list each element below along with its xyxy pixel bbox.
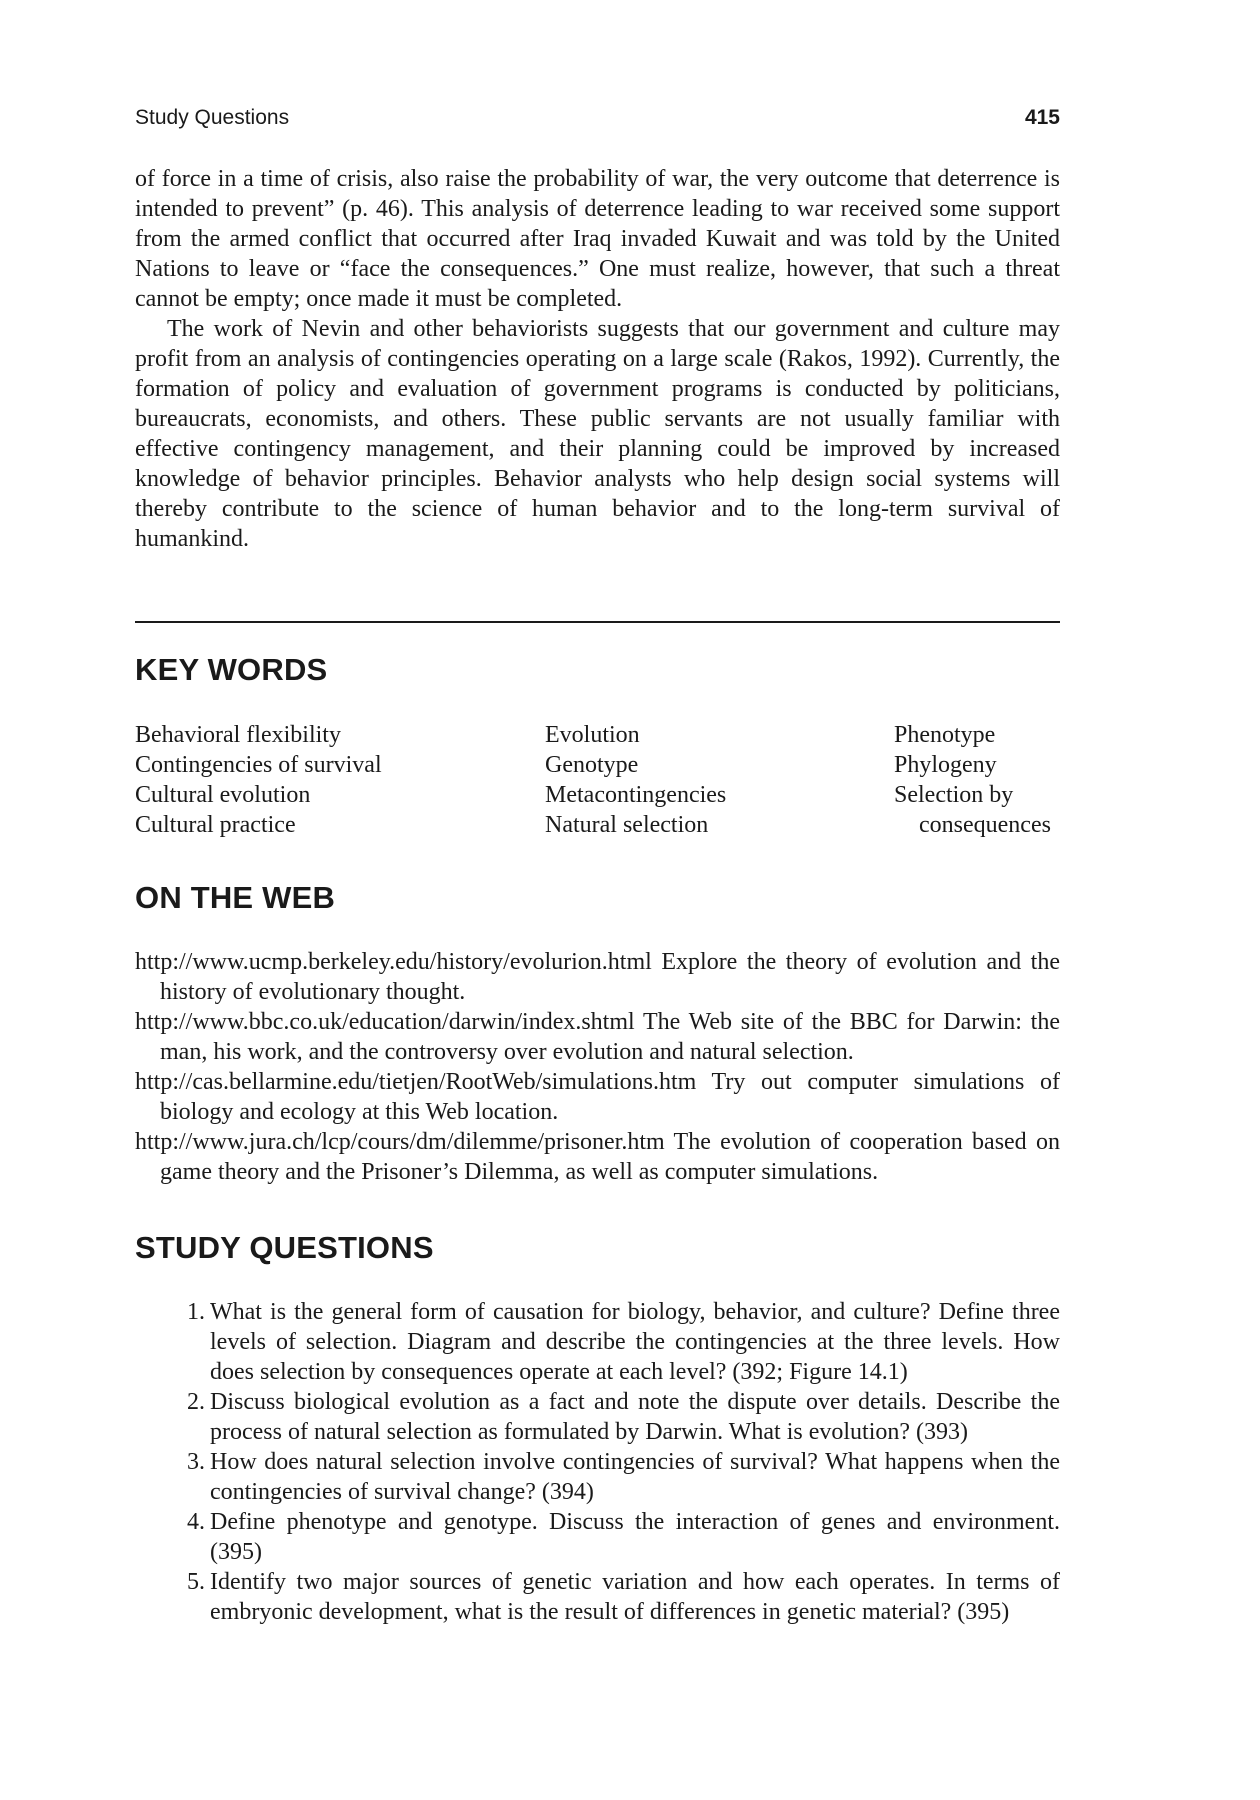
question-number: 2. [187, 1389, 205, 1415]
question-number: 3. [187, 1449, 205, 1475]
section-divider [135, 621, 1060, 623]
study-question [135, 1567, 1060, 1627]
key-word: Cultural practice [135, 812, 296, 838]
running-head [135, 106, 1060, 136]
paragraph: of force in a time of crisis, also raise the probability of war, the very outcome that deterrence is intended to prevent” (p. 46). This analysis of deterrence leading to war received some support from the armed conflict that occurred after Iraq invaded Kuwait and was told by the United Nations to leave or “face the consequences.” One must realize, however, that such a threat cannot be empty; once made it must be completed. [135, 166, 1060, 312]
on-the-web-heading: ON THE WEB [135, 880, 336, 915]
key-words-column-1 [135, 720, 382, 840]
web-link-entry: http://www.jura.ch/lcp/cours/dm/dilemme/prisoner.htm The evolution of cooperation based on game theory and the Prisoner’s Dilemma, as well as computer simulations. [135, 1129, 1060, 1185]
question-number: 4. [187, 1509, 205, 1535]
question-text: Discuss biological evolution as a fact and note the dispute over details. Describe the process of natural selection as formulated by Darwin. What is evolution? (393) [210, 1389, 1060, 1445]
key-word: Evolution [545, 722, 640, 748]
key-words-heading: KEY WORDS [135, 652, 328, 687]
key-word: Cultural evolution [135, 782, 311, 808]
question-text: How does natural selection involve contingencies of survival? What happens when the contingencies of survival change? (394) [210, 1449, 1060, 1505]
key-word: Metacontingencies [545, 782, 727, 808]
running-head-section: Study Questions [135, 106, 290, 129]
key-word: Phenotype [894, 722, 996, 748]
web-link-entry: http://cas.bellarmine.edu/tietjen/RootWeb/simulations.htm Try out computer simulations of biology and ecology at this Web location. [135, 1069, 1060, 1125]
key-word: Contingencies of survival [135, 752, 382, 778]
key-word: Behavioral flexibility [135, 722, 341, 748]
question-text: Define phenotype and genotype. Discuss the interaction of genes and environment. (395) [210, 1509, 1060, 1565]
key-word: Genotype [545, 752, 639, 778]
key-word: Natural selection [545, 812, 709, 838]
study-question [135, 1447, 1060, 1507]
question-text: Identify two major sources of genetic variation and how each operates. In terms of embryonic development, what is the result of differences in genetic material? (395) [210, 1569, 1060, 1625]
key-word-continuation: consequences [919, 812, 1051, 838]
web-link-entry: http://www.ucmp.berkeley.edu/history/evolurion.html Explore the theory of evolution and the history of evolutionary thought. [135, 949, 1060, 1005]
study-question [135, 1507, 1060, 1567]
question-number: 1. [187, 1299, 205, 1325]
body-text [135, 164, 1060, 554]
key-words-column-3 [894, 720, 1051, 840]
study-questions-list [135, 1297, 1060, 1627]
key-word: Selection by [894, 782, 1014, 808]
key-words-column-2 [545, 720, 726, 840]
paragraph: The work of Nevin and other behaviorists suggests that our government and culture may profit from an analysis of contingencies operating on a large scale (Rakos, 1992). Currently, the formation of policy and evaluation of government programs is conducted by politicians, bureaucrats, economists, and others. These public servants are not usually familiar with effective contingency management, and their planning could be improved by increased knowledge of behavior principles. Behavior analysts who help design social systems will thereby contribute to the science of human behavior and to the long-term survival of humankind. [135, 316, 1060, 552]
study-question [135, 1297, 1060, 1387]
study-questions-heading: STUDY QUESTIONS [135, 1230, 434, 1265]
web-links-list [135, 947, 1060, 1187]
question-text: What is the general form of causation for biology, behavior, and culture? Define three levels of selection. Diagram and describe the contingencies at the three levels. How does selection by consequences operate at each level? (392; Figure 14.1) [210, 1299, 1060, 1385]
key-word: Phylogeny [894, 752, 997, 778]
page-number: 415 [1024, 106, 1060, 129]
question-number: 5. [187, 1569, 205, 1595]
web-link-entry: http://www.bbc.co.uk/education/darwin/index.shtml The Web site of the BBC for Darwin: the man, his work, and the controversy over evolution and natural selection. [135, 1009, 1060, 1065]
study-question [135, 1387, 1060, 1447]
